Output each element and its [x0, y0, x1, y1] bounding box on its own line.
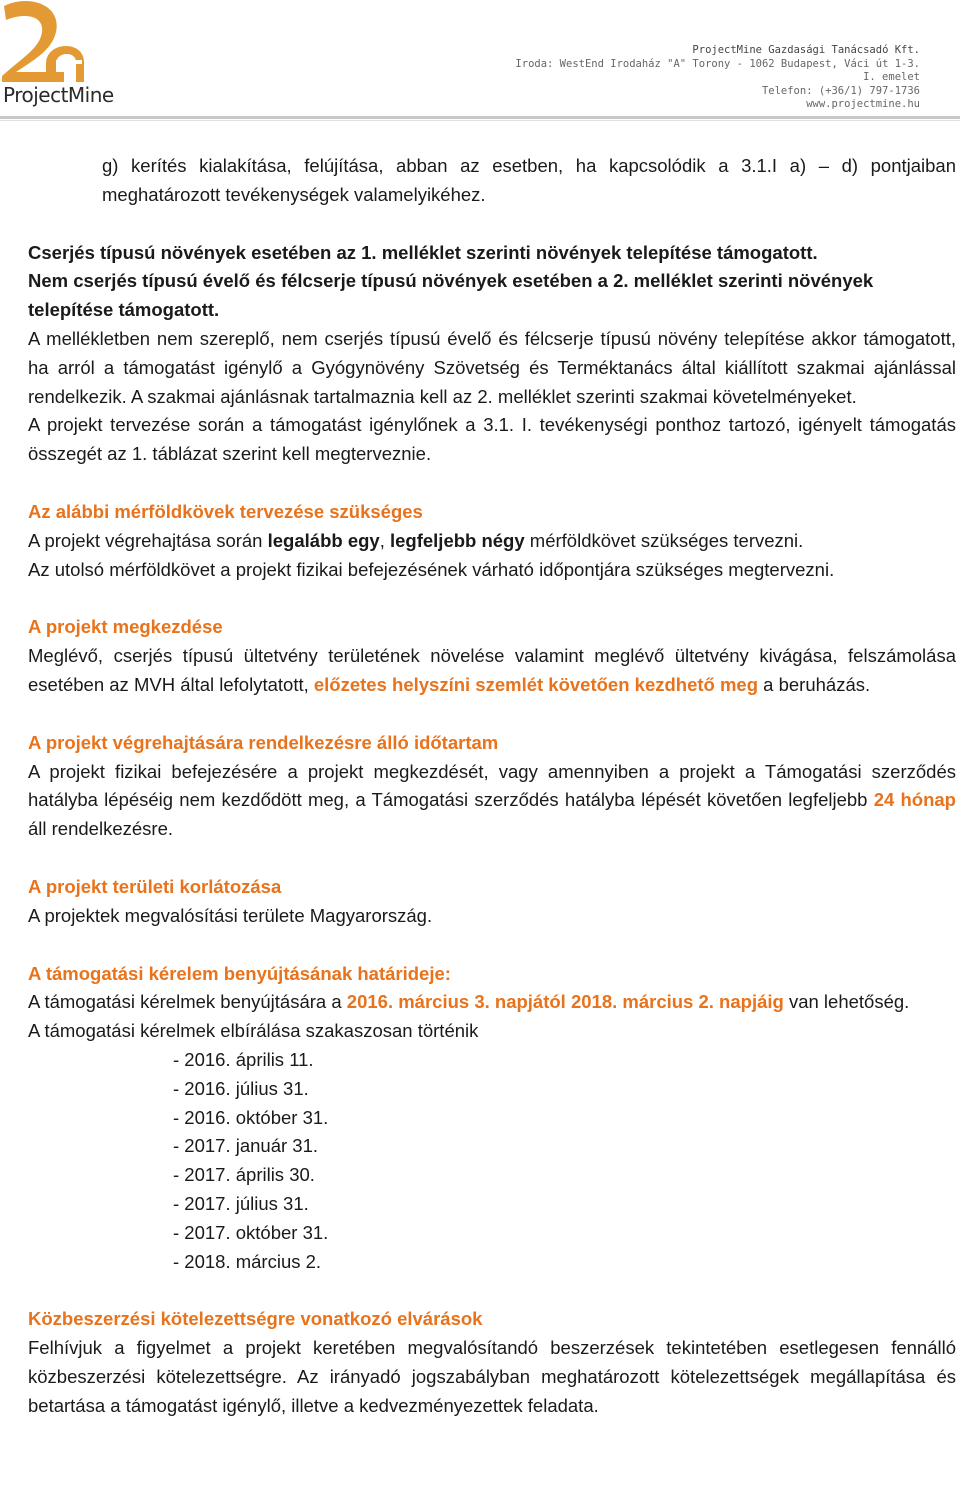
milestones-line-2: Az utolsó mérföldkövet a projekt fizikai befejezésének várható időpontjára szükséges megtervezni.: [28, 558, 835, 580]
start-heading: A projekt megkezdése: [28, 616, 223, 638]
procurement-text: Felhívjuk a figyelmet a projekt keretében megvalósítandó beszerzések tekintetében esetlegesen fennálló közbeszerzési kötelezettségre. Az irányadó jogszabályban meghatározott kötelezettségek megállapítása és betartása a támogatást igénylő, illetve a kedvezményezettek feladata.: [28, 1337, 956, 1416]
text-run-highlight: 24 hónap: [873, 789, 956, 811]
header-rule: [0, 116, 960, 119]
text-run: van lehetőség.: [783, 991, 910, 1013]
logo-text: ProjectMine: [3, 83, 114, 107]
company-info: [510, 44, 920, 112]
duration-text: [28, 758, 956, 844]
document-body: [28, 152, 956, 1420]
start-text: [28, 642, 956, 700]
list-item: - 2016. április 11.: [173, 1048, 314, 1070]
text-run: áll rendelkezésre.: [28, 818, 173, 840]
list-item: - 2017. július 31.: [173, 1192, 309, 1214]
company-office: Iroda: WestEnd Irodaház "A" Torony - 1062 Budapest, Váci út 1-3. I. emelet: [515, 57, 920, 83]
text-run: A projekt fizikai befejezésére a projekt megkezdését, vagy amennyiben a projekt a Támogatási szerződés hatályba lépéséig nem kezdődött meg, a Támogatási szerződés hatályba lépését követően legfeljebb: [28, 760, 956, 811]
list-item: - 2017. január 31.: [173, 1135, 319, 1157]
spacer: [28, 700, 956, 729]
procurement-heading: Közbeszerzési kötelezettségre vonatkozó elvárások: [28, 1308, 483, 1330]
territory-text: A projektek megvalósítási területe Magyarország.: [28, 904, 433, 926]
company-name: ProjectMine Gazdasági Tanácsadó Kft.: [692, 44, 920, 56]
text-run: Meglévő, cserjés típusú ültetvény területének növelése valamint meglévő ültetvény kivágása, felszámolása esetében az MVH által lefolytatott,: [28, 645, 956, 695]
text-run: ,: [379, 529, 390, 551]
spacer: [28, 469, 956, 498]
list-item: - 2016. október 31.: [173, 1106, 329, 1128]
list-item: - 2018. március 2.: [173, 1250, 322, 1272]
deadline-text: [28, 988, 956, 1017]
text-run: A támogatási kérelmek benyújtására a: [28, 991, 347, 1013]
company-phone: Telefon: (+36/1) 797-1736: [761, 84, 920, 97]
duration-heading: A projekt végrehajtására rendelkezésre álló időtartam: [28, 731, 499, 753]
plants-bold-2: Nem cserjés típusú évelő és félcserje típusú növények esetében a 2. melléklet szerinti növények telepítése támogatott.: [28, 270, 874, 321]
evaluation-text: A támogatási kérelmek elbírálása szakaszosan történik: [28, 1020, 479, 1042]
plants-para-2: A projekt tervezése során a támogatást igénylőnek a 3.1. I. tevékenységi ponthoz tartozó, igényelt támogatás összegét az 1. táblázat szerint kell megterveznie.: [28, 414, 956, 465]
company-web: www.projectmine.hu: [806, 98, 920, 110]
item-g: g) kerítés kialakítása, felújítása, abban az esetben, ha kapcsolódik a 3.1.I a) – d) pontjaiban meghatározott tevékenységek valamelyikéhez.: [102, 155, 956, 205]
evaluation-dates-list: [28, 1046, 956, 1276]
spacer: [28, 844, 956, 873]
text-run: a beruházás.: [758, 673, 871, 695]
milestones-line-1: [28, 527, 956, 556]
spacer: [28, 1276, 956, 1305]
text-run: A projekt végrehajtása során: [28, 529, 268, 551]
text-run-highlight: 2016. március 3. napjától 2018. március 2. napjáig: [346, 991, 784, 1013]
text-run-bold: legfeljebb négy: [389, 529, 525, 551]
spacer: [28, 210, 956, 239]
page-header: [0, 0, 960, 122]
list-item: - 2017. április 30.: [173, 1164, 315, 1186]
milestones-heading: Az alábbi mérföldkövek tervezése szükséges: [28, 500, 423, 522]
header-rule-thin: [0, 120, 960, 121]
spacer: [28, 584, 956, 613]
plants-para-1: A mellékletben nem szereplő, nem cserjés típusú évelő és félcserje típusú növény telepítése akkor támogatott, ha arról a támogatást igénylő a Gyógynövény Szövetség és Terméktanács által kiállított szakmai ajánlással rendelkezik. A szakmai ajánlásnak tartalmaznia kell az 2. melléklet szerinti szakmai követelményeket.: [28, 327, 956, 407]
text-run-highlight: előzetes helyszíni szemlét követően kezdhető meg: [313, 673, 759, 695]
territory-heading: A projekt területi korlátozása: [28, 875, 282, 897]
text-run: mérföldkövet szükséges tervezni.: [524, 529, 804, 551]
text-run-bold: legalább egy: [267, 529, 380, 551]
list-item: - 2017. október 31.: [173, 1221, 329, 1243]
spacer: [28, 931, 956, 960]
deadline-heading: A támogatási kérelem benyújtásának határideje:: [28, 962, 451, 984]
list-item: - 2016. július 31.: [173, 1077, 309, 1099]
plants-bold-1: Cserjés típusú növények esetében az 1. melléklet szerinti növények telepítése támogatott.: [28, 241, 818, 263]
